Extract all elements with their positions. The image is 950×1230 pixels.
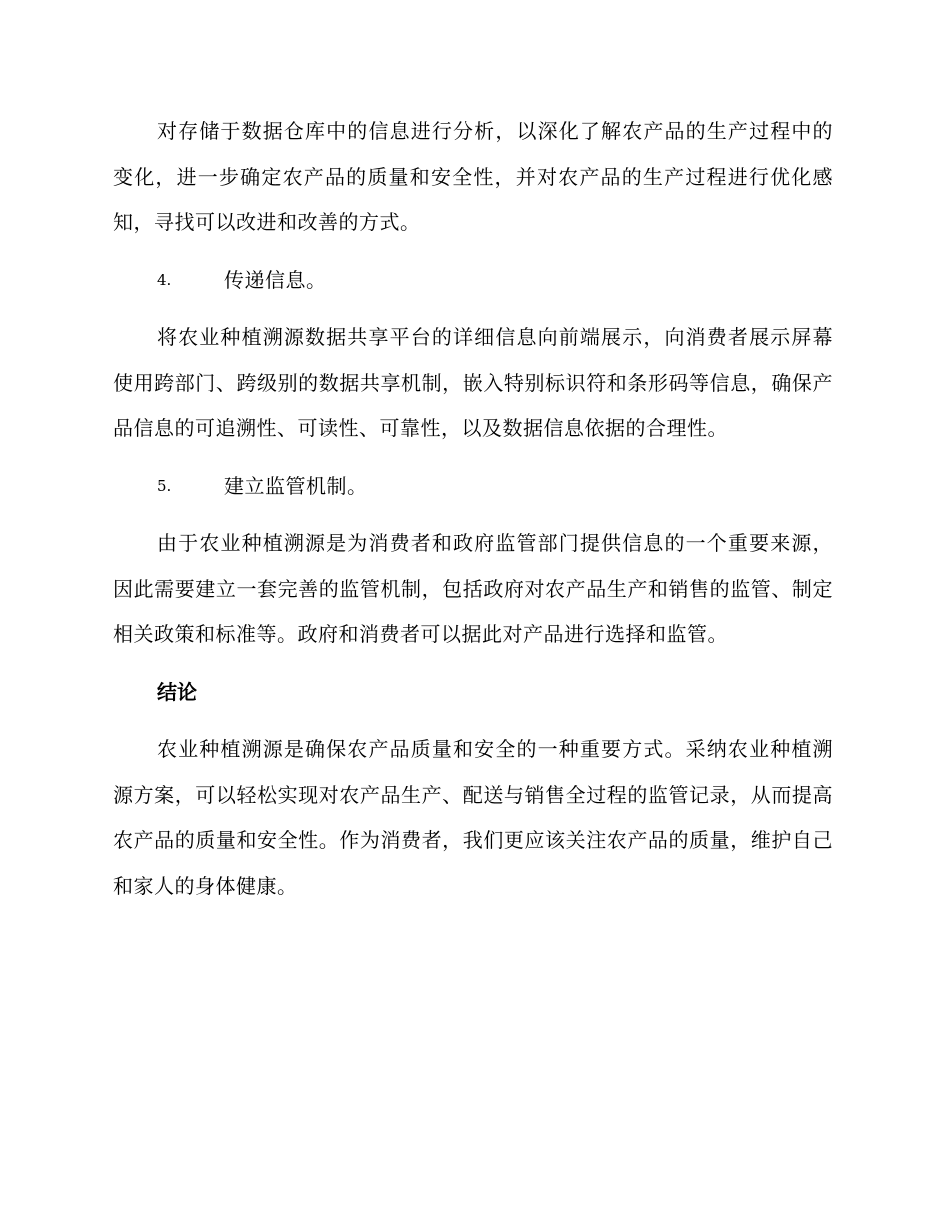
list-number: 4. [157,270,172,289]
paragraph-analysis: 对存储于数据仓库中的信息进行分析，以深化了解农产品的生产过程中的变化，进一步确定农产品的质量和安全性，并对农产品的生产过程进行优化感知，寻找可以改进和改善的方式。 [113,119,833,234]
list-item-4 [113,258,833,304]
list-item-5 [113,464,833,510]
conclusion-heading: 结论 [157,679,197,704]
paragraph-supervision: 由于农业种植溯源是为消费者和政府监管部门提供信息的一个重要来源，因此需要建立一套完善的监管机制，包括政府对农产品生产和销售的监管、制定相关政策和标准等。政府和消费者可以据此对产品进行选择和监管。 [113,531,833,646]
document-body [113,109,833,921]
list-item-text: 建立监管机制。 [224,473,368,498]
paragraph-conclusion: 农业种植溯源是确保农产品质量和安全的一种重要方式。采纳农业种植溯源方案，可以轻松实现对农产品生产、配送与销售全过程的监管记录，从而提高农产品的质量和安全性。作为消费者，我们更应该关注农产品的质量，维护自己和家人的身体健康。 [113,737,833,898]
list-item-text: 传递信息。 [224,267,327,292]
list-number: 5. [157,476,172,495]
paragraph-transfer: 将农业种植溯源数据共享平台的详细信息向前端展示，向消费者展示屏幕使用跨部门、跨级别的数据共享机制，嵌入特别标识符和条形码等信息，确保产品信息的可追溯性、可读性、可靠性，以及数据信息依据的合理性。 [113,325,833,440]
